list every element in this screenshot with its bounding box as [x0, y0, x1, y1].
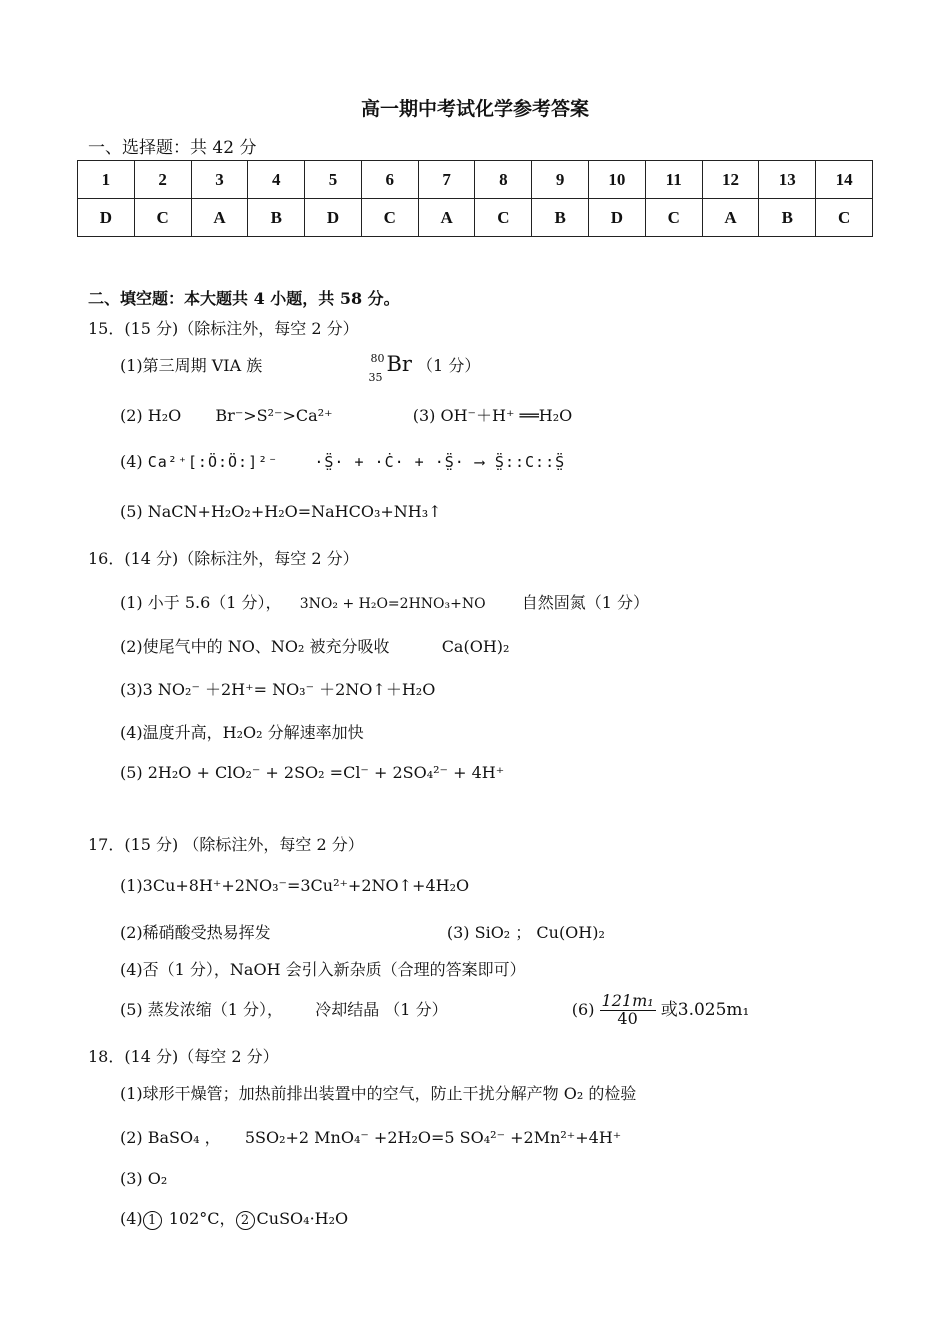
circled-number-1: 1 [143, 1211, 162, 1230]
q17-6-label: (6) [571, 999, 595, 1019]
q18-header: 18．(14 分)（每空 2 分） [88, 1047, 279, 1066]
q15-1-score: （1 分） [417, 356, 481, 375]
answer-cell: B [759, 199, 816, 237]
q17-answer-5-6 [120, 993, 749, 1028]
q17-2: (2)稀硝酸受热易挥发 [120, 923, 271, 942]
q15-4-label: (4) [120, 452, 143, 471]
q15-2a: (2) H₂O [120, 406, 182, 425]
q15-3: (3) OH⁻＋H⁺ ══H₂O [412, 406, 573, 425]
q18-2a: (2) BaSO₄ ， [120, 1128, 221, 1147]
question-number: 14 [816, 161, 873, 199]
answer-table [77, 160, 873, 237]
answer-cell: D [305, 199, 362, 237]
q16-answer-2 [120, 634, 509, 657]
q18-answer-3: (3) O₂ [120, 1169, 168, 1188]
page-title: 高一期中考试化学参考答案 [360, 98, 589, 120]
circled-number-2: 2 [236, 1211, 255, 1230]
q18-4a: 102°C， [163, 1209, 236, 1228]
q16-1c: 自然固氮（1 分） [521, 593, 650, 612]
table-row [78, 199, 873, 237]
mass-number: 80 [370, 351, 385, 365]
q17-5a: (5) 蒸发浓缩（1 分）， [120, 999, 284, 1019]
q16-header: 16．(14 分)（除标注外，每空 2 分） [88, 549, 359, 568]
q18-4-label: (4) [120, 1209, 143, 1228]
answer-cell: C [361, 199, 418, 237]
q16-answer-1 [120, 590, 649, 613]
question-number: 3 [191, 161, 248, 199]
electron-formula-cs2: ·S̤̈· + ·Ċ· + ·S̤̈· ⟶ S̤̈::C::S̤̈ [314, 453, 566, 471]
q16-answer-4: (4)温度升高，H₂O₂ 分解速率加快 [120, 723, 364, 742]
q15-answer-2 [120, 403, 572, 426]
q15-answer-5: (5) NaCN+H₂O₂+H₂O=NaHCO₃+NH₃↑ [120, 502, 442, 521]
question-number: 9 [532, 161, 589, 199]
answer-cell: D [78, 199, 135, 237]
q17-answer-1: (1)3Cu+8H⁺+2NO₃⁻=3Cu²⁺+2NO↑+4H₂O [120, 876, 470, 895]
q17-5b: 冷却结晶 （1 分） [315, 999, 448, 1019]
q18-answer-4 [120, 1206, 348, 1230]
section2-heading: 二、填空题：本大题共 4 小题，共 58 分。 [88, 289, 400, 308]
q17-3: (3) SiO₂ ； Cu(OH)₂ [446, 923, 605, 942]
question-number: 12 [702, 161, 759, 199]
atomic-number: 35 [368, 370, 383, 384]
q16-1b: 3NO₂ + H₂O=2HNO₃+NO [299, 596, 486, 612]
q16-2a: (2)使尾气中的 NO、NO₂ 被充分吸收 [120, 637, 390, 656]
answer-cell: A [191, 199, 248, 237]
q17-answer-2 [120, 920, 605, 943]
fraction [600, 993, 656, 1028]
element-symbol: Br [386, 352, 412, 376]
q16-1a: (1) 小于 5.6（1 分）， [120, 593, 282, 612]
q16-answer-5: (5) 2H₂O + ClO₂⁻ + 2SO₂ =Cl⁻ + 2SO₄²⁻ + 4H⁺ [120, 763, 505, 782]
isotope-notation [368, 351, 386, 384]
q15-1-text: (1)第三周期 VIA 族 [120, 356, 263, 375]
question-number: 1 [78, 161, 135, 199]
fraction-numerator: 121m₁ [601, 991, 654, 1010]
q18-answer-1: (1)球形干燥管；加热前排出装置中的空气，防止干扰分解产物 O₂ 的检验 [120, 1084, 637, 1103]
answer-cell: D [589, 199, 646, 237]
answer-cell: A [418, 199, 475, 237]
q18-2b: 5SO₂+2 MnO₄⁻ +2H₂O=5 SO₄²⁻ +2Mn²⁺+4H⁺ [244, 1128, 622, 1147]
question-number: 8 [475, 161, 532, 199]
question-number: 7 [418, 161, 475, 199]
section1-heading: 一、选择题：共 42 分 [88, 138, 257, 158]
q18-4b: CuSO₄·H₂O [256, 1209, 349, 1228]
question-number: 6 [361, 161, 418, 199]
q15-2b: Br⁻>S²⁻>Ca²⁺ [215, 406, 333, 425]
q17-answer-4: (4)否（1 分），NaOH 会引入新杂质（合理的答案即可） [120, 960, 526, 979]
table-row [78, 161, 873, 199]
answer-cell: C [816, 199, 873, 237]
q18-answer-2 [120, 1125, 621, 1148]
question-number: 4 [248, 161, 305, 199]
answer-cell: B [532, 199, 589, 237]
q17-header: 17．(15 分) （除标注外，每空 2 分） [88, 835, 364, 854]
question-number: 2 [134, 161, 191, 199]
question-number: 11 [645, 161, 702, 199]
q15-header: 15．(15 分)（除标注外，每空 2 分） [88, 319, 359, 338]
electron-formula-cao2: Ca²⁺[:Ö:Ö:]²⁻ [147, 453, 279, 471]
q16-2b: Ca(OH)₂ [441, 637, 510, 656]
answer-cell: C [134, 199, 191, 237]
q15-answer-4 [120, 452, 565, 471]
q15-answer-1 [120, 351, 481, 384]
answer-cell: B [248, 199, 305, 237]
fraction-denominator: 40 [617, 1008, 638, 1028]
answer-cell: C [475, 199, 532, 237]
answer-cell: C [645, 199, 702, 237]
answer-cell: A [702, 199, 759, 237]
q17-6b: 或3.025m₁ [660, 999, 750, 1020]
question-number: 5 [305, 161, 362, 199]
question-number: 10 [589, 161, 646, 199]
question-number: 13 [759, 161, 816, 199]
q16-answer-3: (3)3 NO₂⁻ ＋2H⁺= NO₃⁻ ＋2NO↑＋H₂O [120, 680, 436, 699]
